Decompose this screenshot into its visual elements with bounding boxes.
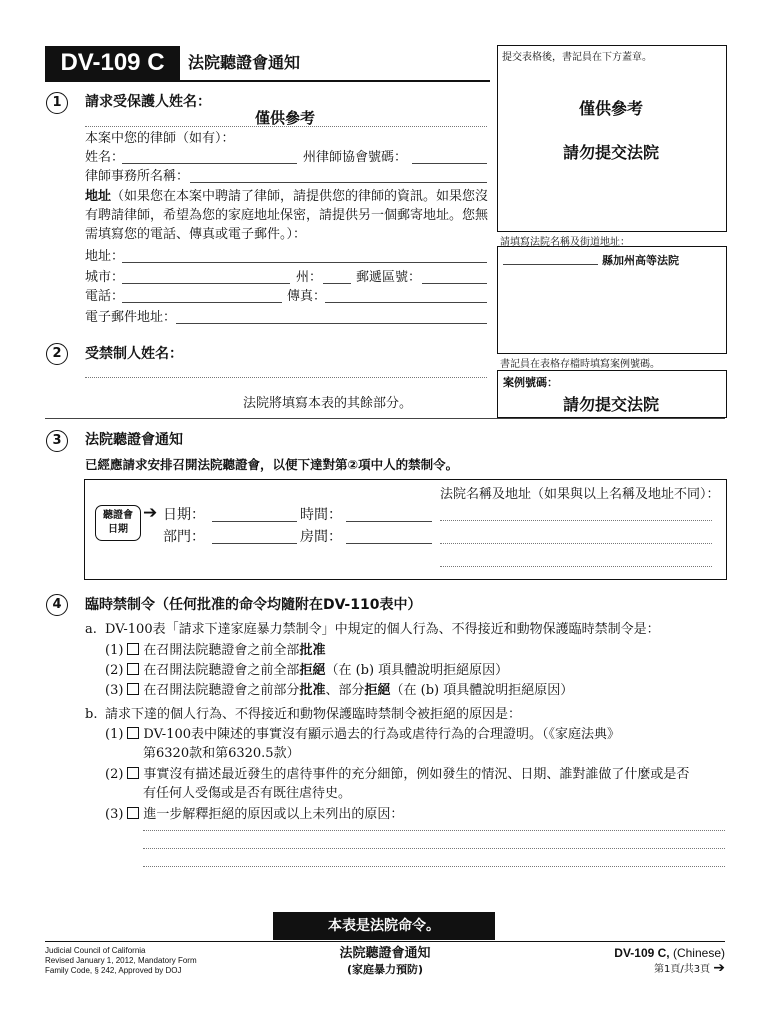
option-b2-text: 事實沒有描述最近發生的虐待事件的充分細節，例如發生的情況、日期、誰對誰做了什麼或是否 — [143, 767, 690, 782]
arrow-right-icon: ➔ — [143, 503, 158, 523]
footer-form-id-bold: DV-109 C, — [614, 946, 670, 960]
date-field[interactable] — [212, 521, 297, 522]
option-b2-continued: 有任何人受傷或是否有既往虐待史。 — [143, 786, 352, 801]
email-label: 電子郵件地址： — [85, 310, 177, 325]
address-bold-label: 地址 — [85, 189, 112, 204]
hearing-notice-title: 法院聽證會通知 — [85, 432, 183, 448]
item-a-letter: a. — [85, 622, 97, 637]
option-b1-checkbox[interactable] — [127, 727, 139, 739]
address-instructions — [85, 187, 490, 244]
header-rule — [45, 80, 490, 82]
clerk-stamp-box — [497, 45, 727, 232]
reference-stamp: 僅供參考 — [255, 109, 316, 127]
item-a-text: DV-100表「請求下達家庭暴力禁制令」中規定的個人行為、不得接近和動物保護臨時禁制令是： — [105, 622, 660, 637]
dept-field[interactable] — [212, 543, 297, 544]
option-b3-num: (3) — [105, 807, 124, 822]
footer-family-code: Family Code, § 242, Approved by DOJ — [45, 966, 182, 975]
court-order-banner: 本表是法院命令。 — [273, 912, 495, 940]
footer-form-subtitle: (家庭暴力預防) — [346, 963, 424, 976]
item-4-marker: 4 — [46, 594, 68, 616]
option-b3-text: 進一步解釋拒絕的原因或以上未列出的原因： — [143, 807, 404, 822]
phone-field[interactable] — [122, 302, 282, 303]
date-label: 日期： — [163, 507, 205, 523]
item-2-marker: 2 — [46, 343, 68, 365]
county-blank[interactable] — [503, 264, 598, 265]
bar-number-label: 州律師協會號碼： — [303, 150, 408, 165]
stamp-do-not-file: 請勿提交法院 — [562, 143, 659, 162]
option-b3 — [105, 806, 403, 824]
protected-person-name-field[interactable] — [85, 126, 487, 127]
stamp-reference-only: 僅供參考 — [578, 99, 643, 118]
dept-label: 部門： — [163, 529, 205, 545]
alt-court-address-line-2[interactable] — [440, 543, 712, 544]
reason-line-3[interactable] — [143, 866, 725, 867]
footer-left — [45, 946, 197, 976]
case-number-note: 書記員在表格存檔時填寫案例號碼。 — [500, 359, 660, 370]
protected-person-name-label: 請求受保護人姓名： — [85, 94, 211, 110]
lawyer-name-field[interactable] — [122, 163, 297, 164]
alt-court-address-line-1[interactable] — [440, 520, 712, 521]
item-1-marker: 1 — [46, 92, 68, 114]
room-label: 房間： — [300, 529, 342, 545]
option-a3-bold-2: 拒絕 — [364, 683, 391, 698]
option-a3-note: （在 (b) 項具體說明拒絕原因） — [390, 683, 574, 698]
hearing-tag-line1: 聽證會 — [103, 510, 133, 521]
lawyer-intro: 本案中您的律師（如有）： — [85, 131, 235, 146]
alt-court-address-label: 法院名稱及地址（如果與以上名稱及地址不同）： — [440, 487, 720, 502]
option-b3-checkbox[interactable] — [127, 807, 139, 819]
state-field[interactable] — [323, 283, 351, 284]
footer-page-text: 第1頁/共3頁 — [653, 964, 711, 975]
hearing-date-tag — [95, 505, 141, 541]
item-b-text: 請求下達的個人行為、不得接近和動物保護臨時禁制令被拒絕的原因是： — [105, 707, 522, 722]
option-b2-num: (2) — [105, 767, 124, 782]
address-instructions-text: （如果您在本案中聘請了律師，請提供您的律師的資訊。如果您沒有聘請律師，希望為您的家庭地址保密，請提供另一個郵寄地址。您無需填寫您的電話、傳真或電子郵件。）： — [85, 189, 489, 242]
footer-form-id — [560, 946, 725, 961]
court-address-label: 請填寫法院名稱及街道地址： — [500, 237, 630, 248]
reason-line-1[interactable] — [143, 830, 725, 831]
alt-court-address-line-3[interactable] — [440, 566, 712, 567]
option-a1-num: (1) — [105, 643, 124, 658]
next-page-arrow-icon: ➔ — [713, 960, 725, 976]
option-a3-mid: 、部分 — [325, 683, 365, 698]
phone-label: 電話： — [85, 289, 125, 304]
footer-council: Judicial Council of California — [45, 946, 146, 955]
restrained-person-name-field[interactable] — [85, 377, 487, 378]
hearing-tag-line2: 日期 — [108, 524, 128, 535]
restrained-person-name-label: 受禁制人姓名： — [85, 346, 183, 362]
option-a2-bold: 拒絕 — [299, 663, 326, 678]
footer-right — [560, 946, 725, 977]
option-b1-num: (1) — [105, 727, 124, 742]
item-3-marker: 3 — [46, 430, 68, 452]
option-a2-note: （在 (b) 項具體說明拒絕原因） — [325, 663, 509, 678]
city-field[interactable] — [122, 283, 290, 284]
court-county-label: 縣加州高等法院 — [602, 254, 679, 267]
footer-revised: Revised January 1, 2012, Mandatory Form — [45, 956, 197, 965]
item-b-letter: b. — [85, 707, 98, 722]
fax-label: 傳真： — [287, 289, 327, 304]
footer-rule — [45, 941, 725, 942]
option-a3-text: 在召開法院聽證會之前部分 — [143, 683, 300, 698]
option-a3-checkbox[interactable] — [127, 683, 139, 695]
temporary-orders-title: 臨時禁制令（任何批准的命令均隨附在DV-110表中） — [85, 597, 422, 613]
address-label: 地址： — [85, 249, 125, 264]
footer-page-number — [560, 961, 725, 977]
clerk-stamp-note: 提交表格後，書記員在下方蓋章。 — [502, 52, 652, 63]
city-label: 城市： — [85, 270, 125, 285]
option-a3 — [105, 682, 573, 700]
footer-form-name: 法院聽證會通知 — [339, 946, 431, 961]
option-a3-num: (3) — [105, 683, 124, 698]
option-a1-checkbox[interactable] — [127, 643, 139, 655]
form-title: 法院聽證會通知 — [188, 53, 301, 72]
email-field[interactable] — [176, 323, 487, 324]
form-code-badge: DV-109 C — [45, 46, 180, 80]
option-a2-text: 在召開法院聽證會之前全部 — [143, 663, 300, 678]
section-divider — [45, 418, 725, 419]
option-b2 — [105, 766, 689, 784]
footer-form-lang: (Chinese) — [669, 946, 725, 960]
footer-center — [290, 946, 480, 977]
option-b1 — [105, 726, 620, 744]
case-number-value[interactable]: 請勿提交法院 — [562, 395, 659, 414]
room-field[interactable] — [346, 543, 432, 544]
option-a1 — [105, 642, 325, 660]
address-field[interactable] — [122, 262, 487, 263]
time-label: 時間： — [300, 507, 342, 523]
time-field[interactable] — [346, 521, 432, 522]
option-a1-bold: 批准 — [299, 643, 326, 658]
case-number-label: 案例號碼： — [503, 376, 558, 389]
law-firm-field[interactable] — [190, 182, 487, 183]
zip-label: 郵遞區號： — [356, 270, 422, 285]
option-a2 — [105, 662, 508, 680]
option-a2-num: (2) — [105, 663, 124, 678]
option-a2-checkbox[interactable] — [127, 663, 139, 675]
lawyer-name-label: 姓名： — [85, 150, 125, 165]
court-fill-note: 法院將填寫本表的其餘部分。 — [243, 396, 413, 411]
zip-field[interactable] — [422, 283, 487, 284]
law-firm-label: 律師事務所名稱： — [85, 169, 190, 184]
fax-field[interactable] — [325, 302, 487, 303]
option-a3-bold-1: 批准 — [299, 683, 326, 698]
hearing-notice-subtitle: 已經應請求安排召開法院聽證會，以便下達對第②項中人的禁制令。 — [85, 457, 459, 472]
bar-number-field[interactable] — [412, 163, 487, 164]
reason-line-2[interactable] — [143, 848, 725, 849]
option-b1-text: DV-100表中陳述的事實沒有顯示過去的行為或虐待行為的合理證明。（《家庭法典》 — [143, 727, 621, 742]
state-label: 州： — [296, 270, 323, 285]
option-a1-text: 在召開法院聽證會之前全部 — [143, 643, 300, 658]
option-b2-checkbox[interactable] — [127, 767, 139, 779]
option-b1-continued: 第6320款和第6320.5款） — [143, 746, 300, 761]
